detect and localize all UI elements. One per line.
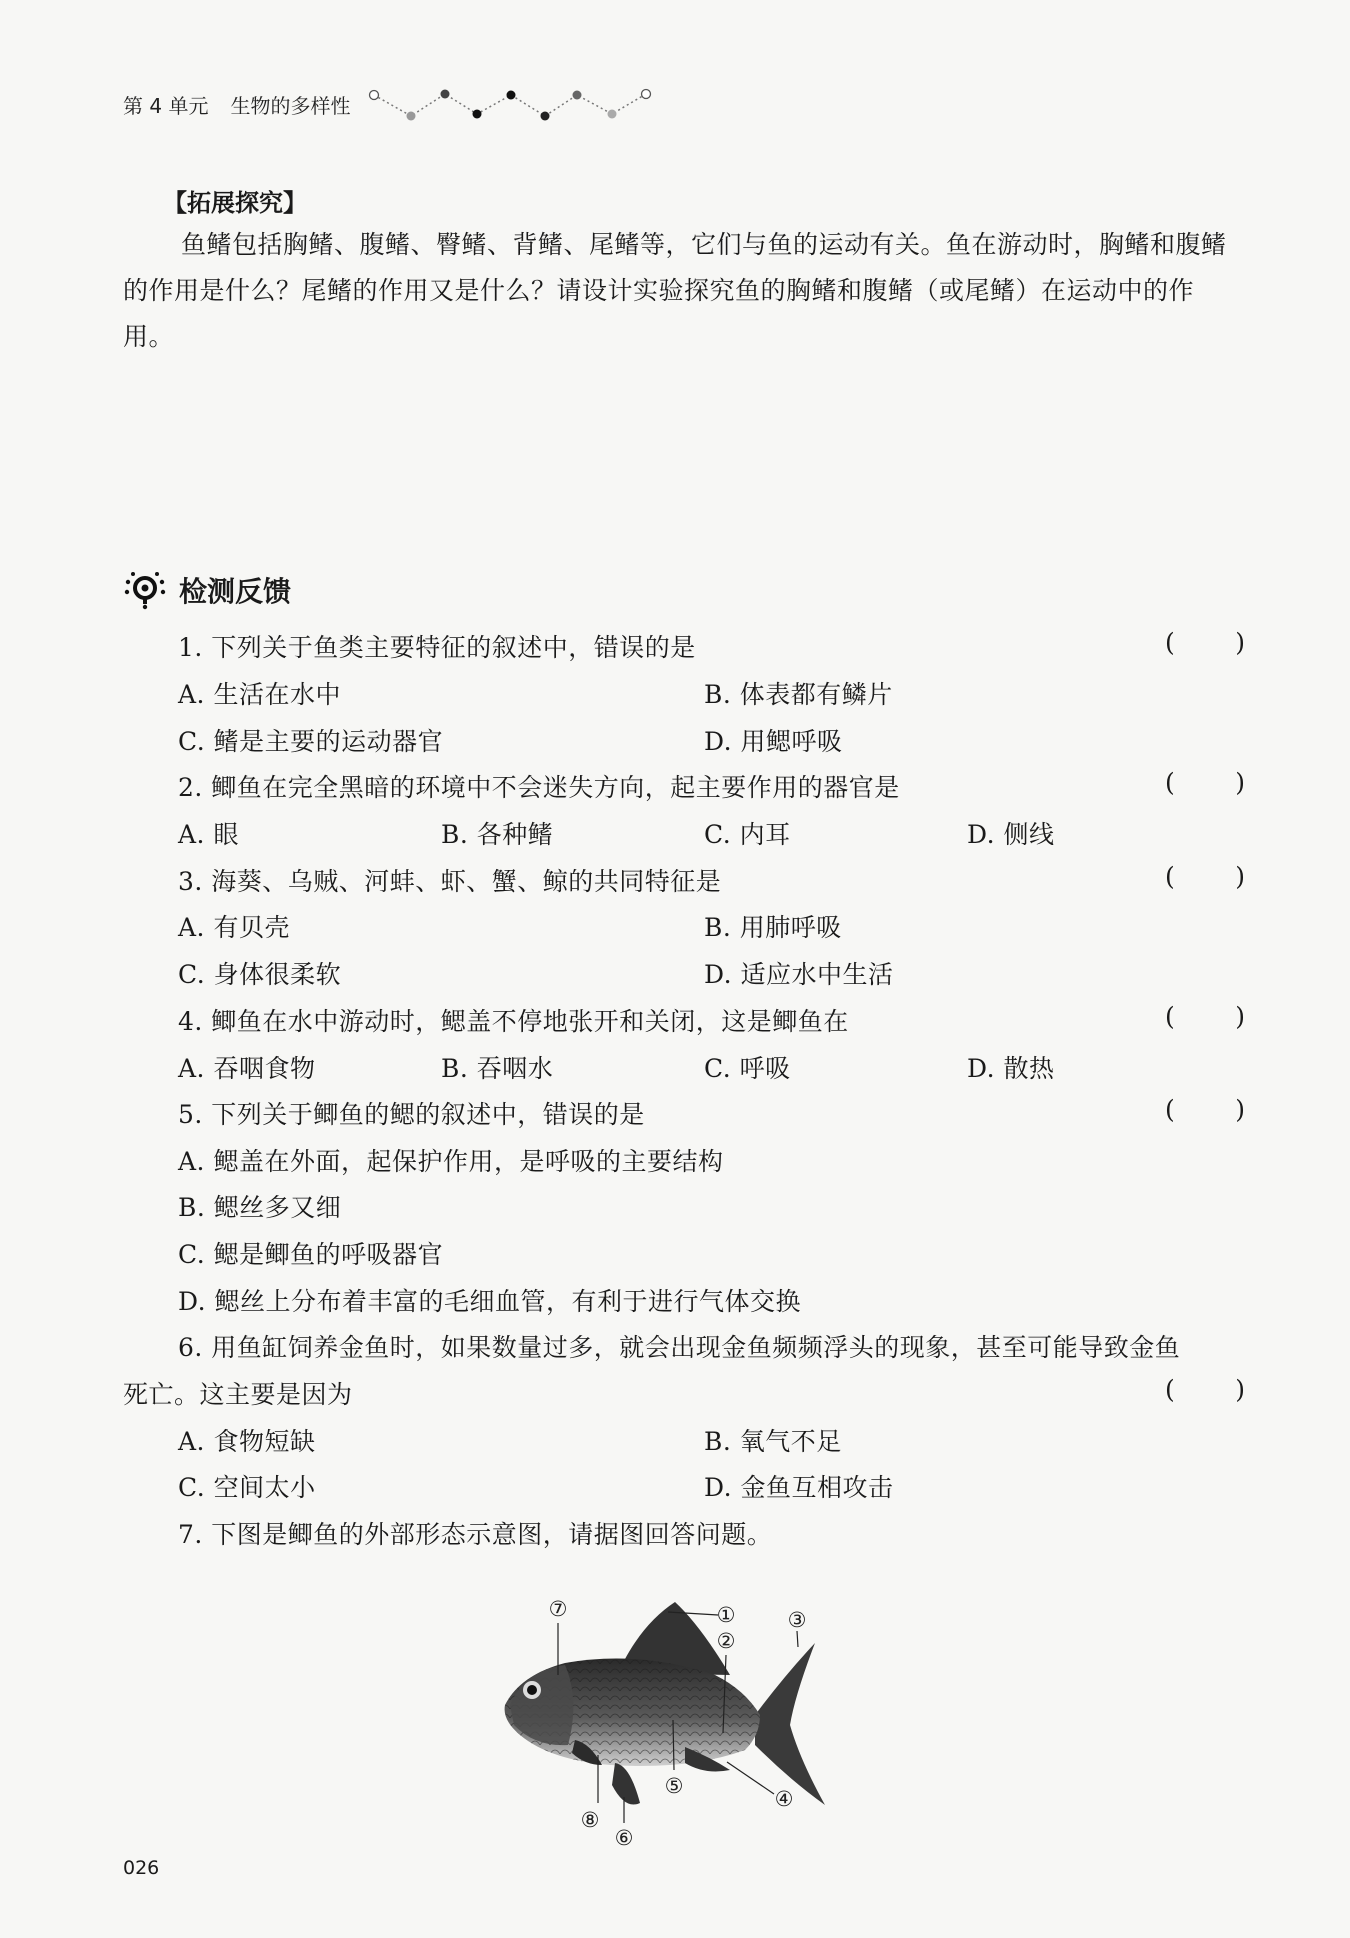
q6-stem-line1: 6. 用鱼缸饲养金鱼时，如果数量过多，就会出现金鱼频频浮头的现象，甚至可能导致金鱼 bbox=[178, 1333, 1181, 1362]
unit-label: 第 4 单元 bbox=[123, 94, 209, 118]
q1-stem: 1. 下列关于鱼类主要特征的叙述中，错误的是 bbox=[178, 633, 696, 662]
q1-option-a: A. 生活在水中 bbox=[178, 680, 341, 709]
label-1: ① bbox=[716, 1603, 736, 1627]
q4-option-d: D. 散热 bbox=[967, 1054, 1055, 1083]
q4-option-a: A. 吞咽食物 bbox=[178, 1054, 316, 1083]
q6-stem-line2: 死亡。这主要是因为 bbox=[123, 1380, 353, 1409]
q4-answer-blank[interactable]: ( ) bbox=[1165, 1002, 1245, 1031]
q1-option-c: C. 鳍是主要的运动器官 bbox=[178, 727, 444, 756]
q5-option-b: B. 鳃丝多又细 bbox=[178, 1193, 342, 1222]
q5-stem: 5. 下列关于鲫鱼的鳃的叙述中，错误的是 bbox=[178, 1100, 645, 1129]
dotted-zigzag-decoration bbox=[368, 84, 658, 124]
caudal-fin bbox=[755, 1643, 825, 1805]
q5-option-c: C. 鳃是鲫鱼的呼吸器官 bbox=[178, 1240, 444, 1269]
q6-answer-blank[interactable]: ( ) bbox=[1165, 1375, 1245, 1404]
q2-stem: 2. 鲫鱼在完全黑暗的环境中不会迷失方向，起主要作用的器官是 bbox=[178, 773, 900, 802]
q5-answer-blank[interactable]: ( ) bbox=[1165, 1095, 1245, 1124]
label-8: ⑧ bbox=[580, 1808, 600, 1832]
q4-option-b: B. 吞咽水 bbox=[441, 1054, 554, 1083]
q3-stem: 3. 海葵、乌贼、河蚌、虾、蟹、鲸的共同特征是 bbox=[178, 867, 722, 896]
q1-option-b: B. 体表都有鳞片 bbox=[704, 680, 893, 709]
q3-option-a: A. 有贝壳 bbox=[178, 913, 290, 942]
page-number: 026 bbox=[123, 1857, 160, 1879]
q5-option-d: D. 鳃丝上分布着丰富的毛细血管，有利于进行气体交换 bbox=[178, 1287, 802, 1316]
label-3: ③ bbox=[787, 1608, 807, 1632]
label-2: ② bbox=[716, 1629, 736, 1653]
q1-option-d: D. 用鳃呼吸 bbox=[704, 727, 843, 756]
feedback-heading bbox=[123, 570, 291, 610]
label-6: ⑥ bbox=[614, 1826, 634, 1850]
q1-answer-blank[interactable]: ( ) bbox=[1165, 628, 1245, 657]
q6-option-d: D. 金鱼互相攻击 bbox=[704, 1473, 894, 1502]
q4-option-c: C. 呼吸 bbox=[704, 1054, 791, 1083]
label-7: ⑦ bbox=[548, 1597, 568, 1621]
q2-answer-blank[interactable]: ( ) bbox=[1165, 768, 1245, 797]
q6-option-a: A. 食物短缺 bbox=[178, 1427, 316, 1456]
q3-option-b: B. 用肺呼吸 bbox=[704, 913, 842, 942]
q5-option-a: A. 鳃盖在外面，起保护作用，是呼吸的主要结构 bbox=[178, 1147, 724, 1176]
q3-option-c: C. 身体很柔软 bbox=[178, 960, 342, 989]
q4-stem: 4. 鲫鱼在水中游动时，鳃盖不停地张开和关闭，这是鲫鱼在 bbox=[178, 1007, 849, 1036]
q3-option-d: D. 适应水中生活 bbox=[704, 960, 894, 989]
q2-option-c: C. 内耳 bbox=[704, 820, 791, 849]
crucian-carp-diagram bbox=[490, 1565, 910, 1860]
pelvic-fin bbox=[612, 1763, 640, 1805]
q6-option-c: C. 空间太小 bbox=[178, 1473, 316, 1502]
extension-title: 【拓展探究】 bbox=[163, 189, 307, 217]
running-header bbox=[123, 90, 350, 119]
label-5: ⑤ bbox=[664, 1774, 684, 1798]
q7-stem: 7. 下图是鲫鱼的外部形态示意图，请据图回答问题。 bbox=[178, 1520, 773, 1549]
q2-option-b: B. 各种鳍 bbox=[441, 820, 554, 849]
magnifier-icon bbox=[123, 570, 167, 610]
q2-option-d: D. 侧线 bbox=[967, 820, 1055, 849]
q2-option-a: A. 眼 bbox=[178, 820, 239, 849]
extension-body: 鱼鳍包括胸鳍、腹鳍、臀鳍、背鳍、尾鳍等，它们与鱼的运动有关。鱼在游动时，胸鳍和腹鳍的作用是什么？尾鳍的作用又是什么？请设计实验探究鱼的胸鳍和腹鳍（或尾鳍）在运动中的作用。 bbox=[123, 230, 1227, 351]
unit-title: 生物的多样性 bbox=[230, 94, 351, 118]
q3-answer-blank[interactable]: ( ) bbox=[1165, 862, 1245, 891]
label-4: ④ bbox=[774, 1787, 794, 1811]
feedback-title: 检测反馈 bbox=[179, 575, 292, 608]
q6-option-b: B. 氧气不足 bbox=[704, 1427, 842, 1456]
